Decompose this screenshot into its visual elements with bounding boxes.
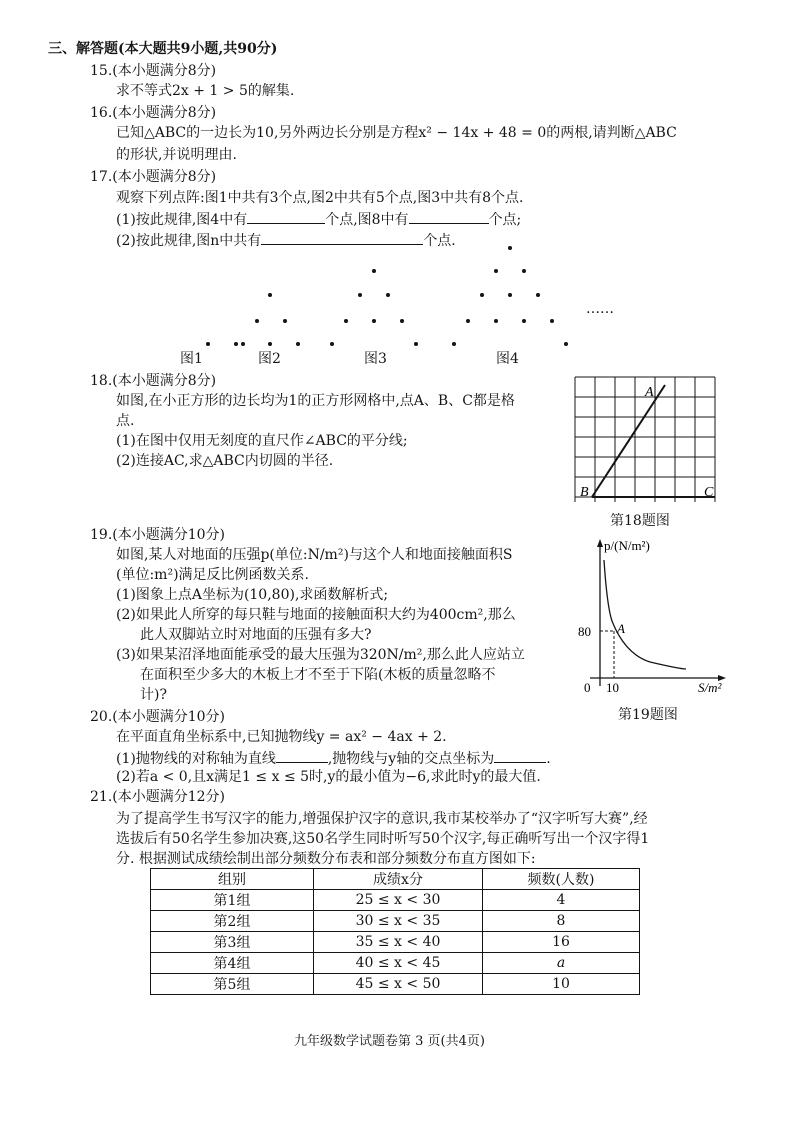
dot — [372, 319, 376, 323]
dot — [400, 319, 404, 323]
fig-label-4: 图4 — [496, 351, 519, 367]
q19-text-4: (2)如果此人所穿的每只鞋与地面的接触面积大约为400cm²,那么 — [116, 607, 516, 623]
table-cell: a — [483, 953, 640, 974]
dot — [522, 269, 526, 273]
x-axis-label: S/m² — [698, 680, 722, 695]
dot-group-fig4 — [452, 246, 568, 346]
dot — [550, 319, 554, 323]
dot — [508, 246, 512, 250]
q19-text-1: 如图,某人对地面的压强p(单位:N/m²)与这个人和地面接触面积S — [116, 547, 513, 563]
q19-text-2: (单位:m²)满足反比例函数关系. — [116, 567, 309, 583]
q19-text-5: 此人双脚站立时对地面的压强有多大? — [140, 627, 372, 643]
q16-text-2: 的形状,并说明理由. — [116, 147, 237, 163]
dot-group-fig3 — [330, 269, 418, 346]
table-row — [151, 953, 640, 974]
dot — [206, 342, 210, 346]
q20-heading: 20.(本小题满分10分) — [90, 709, 226, 725]
dot — [564, 342, 568, 346]
q20-part-1-b: ,抛物线与y轴的交点坐标为 — [327, 751, 495, 767]
q18-text-3: (1)在图中仅用无刻度的直尺作∠ABC的平分线; — [116, 433, 408, 449]
dot-group-fig2 — [241, 319, 300, 346]
dot — [241, 342, 245, 346]
table-cell: 40 ≤ x < 45 — [314, 953, 483, 974]
q16-heading: 16.(本小题满分8分) — [90, 105, 217, 121]
q18-grid-figure — [570, 374, 726, 504]
origin-label: 0 — [584, 680, 591, 695]
table-cell: 第1组 — [151, 890, 314, 911]
table-cell: 45 ≤ x < 50 — [314, 974, 483, 995]
q19-text-7: 在面积至少多大的木板上才不至于下陷(木板的质量忽略不 — [140, 667, 496, 683]
table-row — [151, 974, 640, 995]
q20-text-1: 在平面直角坐标系中,已知抛物线y = ax² − 4ax + 2. — [116, 729, 447, 745]
q21-text-3: 分. 根据测试成绩绘制出部分频数分布表和部分频数分布直方图如下: — [116, 851, 536, 867]
fig-label-1: 图1 — [180, 351, 203, 367]
table-cell: 25 ≤ x < 30 — [314, 890, 483, 911]
table-header-row — [151, 869, 640, 890]
point-a-label: A — [645, 385, 654, 400]
fig-label-3: 图3 — [364, 351, 387, 367]
inverse-curve — [604, 560, 686, 669]
dot — [372, 269, 376, 273]
dot — [414, 342, 418, 346]
dot — [466, 319, 470, 323]
table-cell: 35 ≤ x < 40 — [314, 932, 483, 953]
table-cell: 16 — [483, 932, 640, 953]
q17-part-1-c: 个点; — [488, 212, 522, 228]
table-cell: 30 ≤ x < 35 — [314, 911, 483, 932]
point-b-label: B — [580, 485, 589, 500]
table-cell: 第4组 — [151, 953, 314, 974]
q18-text-4: (2)连接AC,求△ABC内切圆的半径. — [116, 453, 334, 469]
q21-heading: 21.(本小题满分12分) — [90, 789, 226, 805]
segment-ab — [592, 385, 665, 497]
table-cell: 第2组 — [151, 911, 314, 932]
table-header: 成绩x分 — [314, 869, 483, 890]
dot — [522, 319, 526, 323]
answer-blank[interactable] — [247, 209, 325, 224]
q17-ellipsis: …… — [586, 301, 614, 317]
table-header: 组别 — [151, 869, 314, 890]
table-cell: 8 — [483, 911, 640, 932]
q19-text-6: (3)如果某沼泽地面能承受的最大压强为320N/m²,那么此人应站立 — [116, 647, 525, 663]
point-c-label: C — [704, 485, 714, 500]
dot — [536, 293, 540, 297]
dot — [344, 319, 348, 323]
answer-blank[interactable] — [494, 748, 546, 763]
dot — [283, 319, 287, 323]
dot — [386, 293, 390, 297]
q18-caption: 第18题图 — [610, 513, 670, 529]
frequency-table — [150, 868, 640, 995]
dot — [296, 342, 300, 346]
q19-text-8: 计)? — [140, 687, 167, 703]
point-a-label: A — [617, 621, 625, 636]
table-row — [151, 911, 640, 932]
q17-text-1: 观察下列点阵:图1中共有3个点,图2中共有5个点,图3中共有8个点. — [116, 190, 524, 206]
dot — [255, 319, 259, 323]
page-footer: 九年级数学试题卷第 3 页(共4页) — [294, 1034, 485, 1049]
q20-part-1 — [116, 748, 551, 768]
table-cell: 第5组 — [151, 974, 314, 995]
q18-text-2: 点. — [116, 413, 135, 429]
dot — [494, 319, 498, 323]
y-axis-label: p/(N/m²) — [604, 538, 650, 553]
dot — [234, 342, 238, 346]
q17-part-1-a: (1)按此规律,图4中有 — [116, 212, 248, 228]
q21-text-1: 为了提高学生书写汉字的能力,增强保护汉字的意识,我市某校举办了“汉字听写大赛”,经 — [116, 811, 648, 827]
table-cell: 10 — [483, 974, 640, 995]
table-cell: 4 — [483, 890, 640, 911]
q19-inverse-graph — [570, 536, 730, 698]
table-header: 频数(人数) — [483, 869, 640, 890]
table-row — [151, 932, 640, 953]
q18-heading: 18.(本小题满分8分) — [90, 373, 217, 389]
q20-part-1-a: (1)抛物线的对称轴为直线 — [116, 751, 276, 767]
q20-part-2: (2)若a < 0,且x满足1 ≤ x ≤ 5时,y的最小值为−6,求此时y的最大值. — [116, 769, 541, 785]
table-cell: 第3组 — [151, 932, 314, 953]
q21-text-2: 选拔后有50名学生参加决赛,这50名学生同时听写50个汉字,每正确听写出一个汉字得1 — [116, 831, 650, 847]
section-title: 三、解答题(本大题共9小题,共90分) — [48, 41, 278, 57]
q19-caption: 第19题图 — [618, 707, 678, 723]
q20-part-1-c: . — [546, 751, 551, 767]
y-axis-arrow — [597, 539, 603, 547]
q19-text-3: (1)图象上点A坐标为(10,80),求函数解析式; — [116, 587, 389, 603]
dot — [480, 293, 484, 297]
dot — [268, 342, 272, 346]
dot — [330, 342, 334, 346]
q17-part-1 — [116, 209, 521, 229]
q17-part-2-b: 个点. — [423, 233, 456, 249]
dot — [494, 269, 498, 273]
q17-heading: 17.(本小题满分8分) — [90, 169, 217, 185]
dot-group-fig1 — [206, 293, 272, 346]
answer-blank[interactable] — [409, 209, 489, 224]
dot — [358, 293, 362, 297]
q19-heading: 19.(本小题满分10分) — [90, 527, 226, 543]
fig-label-2: 图2 — [258, 351, 281, 367]
q15-text: 求不等式2x + 1 > 5的解集. — [116, 83, 295, 99]
dot — [452, 342, 456, 346]
y-tick-80: 80 — [578, 624, 591, 639]
q15-heading: 15.(本小题满分8分) — [90, 63, 217, 79]
q17-part-2-a: (2)按此规律,图n中共有 — [116, 233, 262, 249]
answer-blank[interactable] — [276, 748, 328, 763]
dot — [508, 293, 512, 297]
q18-text-1: 如图,在小正方形的边长均为1的正方形网格中,点A、B、C都是格 — [116, 393, 515, 409]
table-row — [151, 890, 640, 911]
dot — [268, 293, 272, 297]
q17-part-1-b: 个点,图8中有 — [325, 212, 409, 228]
q16-text-1: 已知△ABC的一边长为10,另外两边长分别是方程x² − 14x + 48 = 0的两根,请判断△ABC — [116, 125, 677, 141]
x-tick-10: 10 — [606, 680, 619, 695]
